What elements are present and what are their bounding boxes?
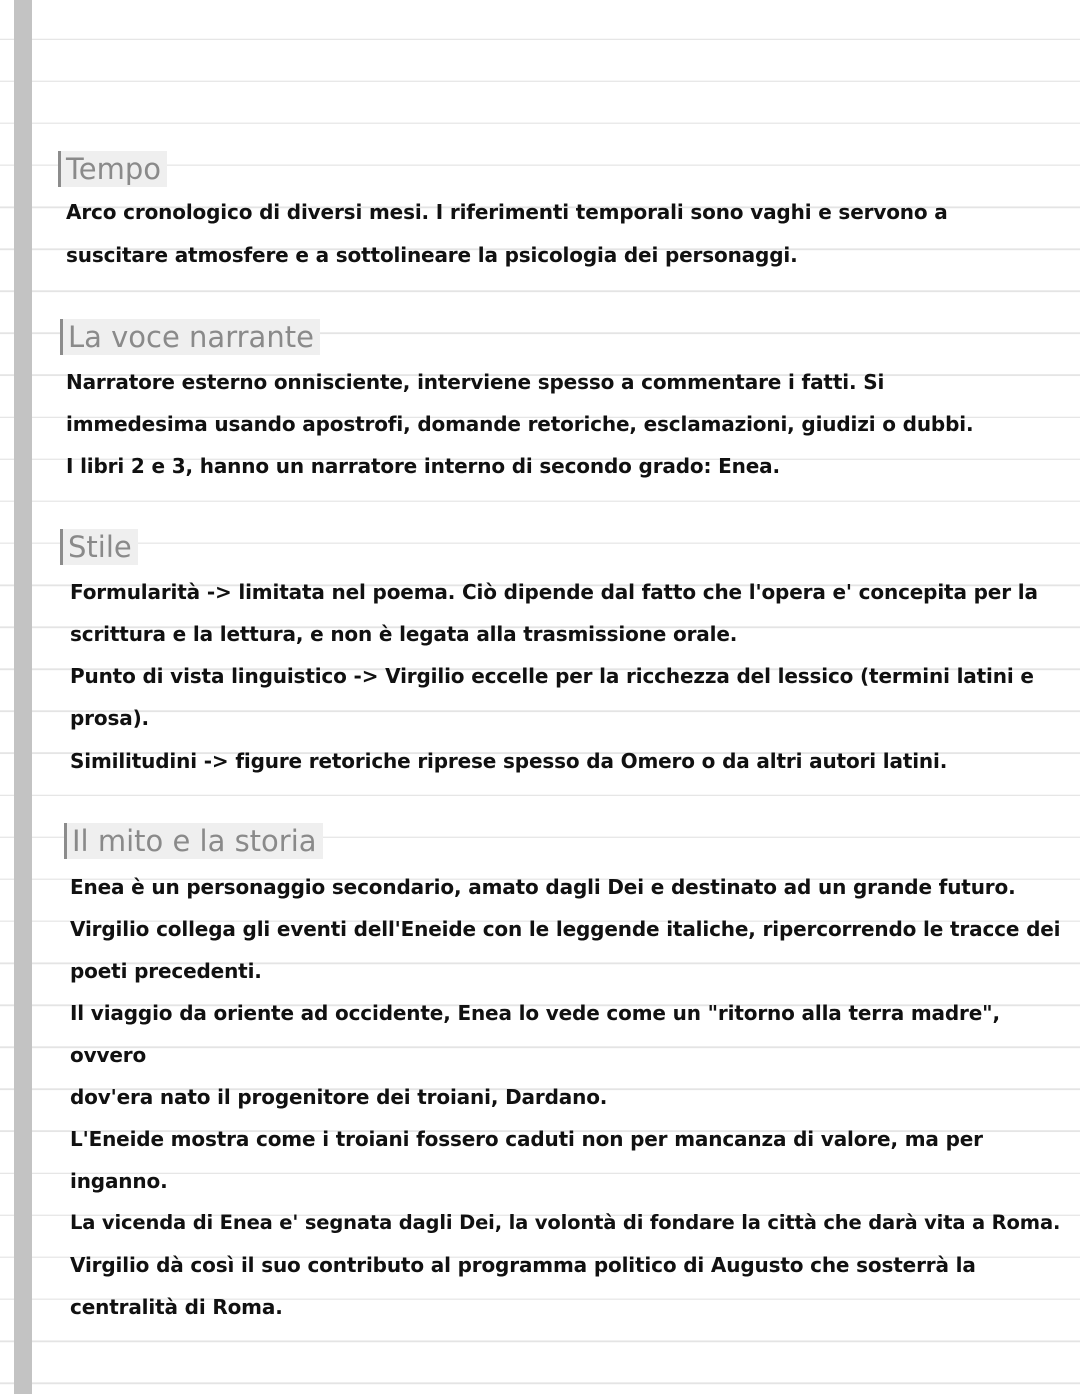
text-line: Arco cronologico di diversi mesi. I riferimenti temporali sono vaghi e servono a [66,200,948,224]
notebook-margin-bar [14,0,32,1394]
text-line: Enea è un personaggio secondario, amato dagli Dei e destinato ad un grande futuro. [70,875,1016,899]
text-line: I libri 2 e 3, hanno un narratore interno di secondo grado: Enea. [66,454,780,478]
text-line: poeti precedenti. [70,959,262,983]
text-line: prosa). [70,706,150,730]
section-heading: Stile [60,529,138,565]
text-line: immedesima usando apostrofi, domande retoriche, esclamazioni, giudizi o dubbi. [66,412,974,436]
text-line: Il viaggio da oriente ad occidente, Enea lo vede come un "ritorno alla terra madre", [70,1001,1000,1025]
text-line: suscitare atmosfere e a sottolineare la psicologia dei personaggi. [66,243,798,267]
text-line: ovvero [70,1043,147,1067]
text-line: Virgilio collega gli eventi dell'Eneide con le leggende italiche, ripercorrendo le tracce dei [70,917,1061,941]
section-heading: Tempo [58,151,167,187]
text-line: scrittura e la lettura, e non è legata alla trasmissione orale. [70,622,738,646]
text-line: Narratore esterno onnisciente, interviene spesso a commentare i fatti. Si [66,370,885,394]
section-heading: Il mito e la storia [64,823,323,859]
text-line: L'Eneide mostra come i troiani fossero caduti non per mancanza di valore, ma per [70,1127,983,1151]
text-line: Virgilio dà così il suo contributo al programma politico di Augusto che sosterrà la [70,1253,976,1277]
text-line: Similitudini -> figure retoriche riprese spesso da Omero o da altri autori latini. [70,749,948,773]
text-line: centralità di Roma. [70,1295,283,1319]
section-heading: La voce narrante [60,319,320,355]
text-line: inganno. [70,1169,168,1193]
text-line: Formularità -> limitata nel poema. Ciò dipende dal fatto che l'opera e' concepita per la [70,580,1038,604]
text-line: La vicenda di Enea e' segnata dagli Dei, la volontà di fondare la città che darà vita a Roma. [70,1211,1061,1234]
text-line: Punto di vista linguistico -> Virgilio eccelle per la ricchezza del lessico (termini latini e [70,664,1034,688]
text-line: dov'era nato il progenitore dei troiani, Dardano. [70,1085,608,1109]
